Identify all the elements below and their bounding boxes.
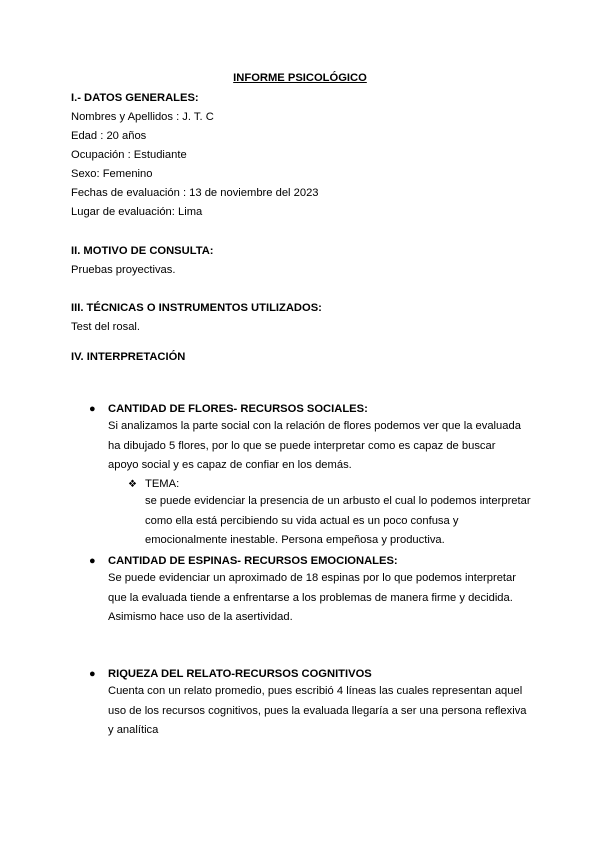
diamond-bullet-icon: ❖ [128, 479, 137, 490]
section-1-heading: I.- DATOS GENERALES: [71, 92, 199, 104]
item-1-heading: CANTIDAD DE FLORES- RECURSOS SOCIALES: [108, 403, 368, 415]
field-eval-place: Lugar de evaluación: Lima [71, 206, 203, 218]
report-title: INFORME PSICOLÓGICO [233, 72, 367, 84]
section-2-heading: II. MOTIVO DE CONSULTA: [71, 245, 214, 257]
section-3-text: Test del rosal. [71, 321, 141, 333]
section-3-heading: III. TÉCNICAS O INSTRUMENTOS UTILIZADOS: [71, 302, 322, 314]
item-3-text: Cuenta con un relato promedio, pues escribió 4 líneas las cuales representan aquel uso de los recursos cognitivos, pues la evaluada llegaría a ser una persona reflexiva y analítica [108, 685, 527, 736]
bullet-icon: ● [89, 668, 96, 680]
field-occupation: Ocupación : Estudiante [71, 149, 187, 161]
section-4-heading: IV. INTERPRETACIÓN [71, 351, 186, 363]
item-1-text: Si analizamos la parte social con la relación de flores podemos ver que la evaluada ha dibujado 5 flores, por lo que se puede interpretar como es capaz de buscar apoyo social y es capaz de confiar en los demás. [108, 420, 521, 471]
item-1-sub-heading: TEMA: [145, 478, 180, 490]
item-1-sub-text: se puede evidenciar la presencia de un arbusto el cual lo podemos interpretar como ella está percibiendo su vida actual es un poco confusa y emocionalmente inestable. Persona empeñosa y productiva. [145, 495, 531, 546]
field-eval-date: Fechas de evaluación : 13 de noviembre del 2023 [71, 187, 319, 199]
item-2-heading: CANTIDAD DE ESPINAS- RECURSOS EMOCIONALES: [108, 555, 398, 567]
item-2-text: Se puede evidenciar un aproximado de 18 espinas por lo que podemos interpretar que la evaluada tiende a enfrentarse a los problemas de manera firme y decidida. Asimismo hace uso de la asertividad. [108, 572, 516, 623]
section-2-text: Pruebas proyectivas. [71, 264, 176, 276]
field-age: Edad : 20 años [71, 130, 147, 142]
bullet-icon: ● [89, 403, 96, 415]
bullet-icon: ● [89, 555, 96, 567]
item-3-heading: RIQUEZA DEL RELATO-RECURSOS COGNITIVOS [108, 668, 372, 680]
field-sex: Sexo: Femenino [71, 168, 153, 180]
field-names: Nombres y Apellidos : J. T. C [71, 111, 214, 123]
